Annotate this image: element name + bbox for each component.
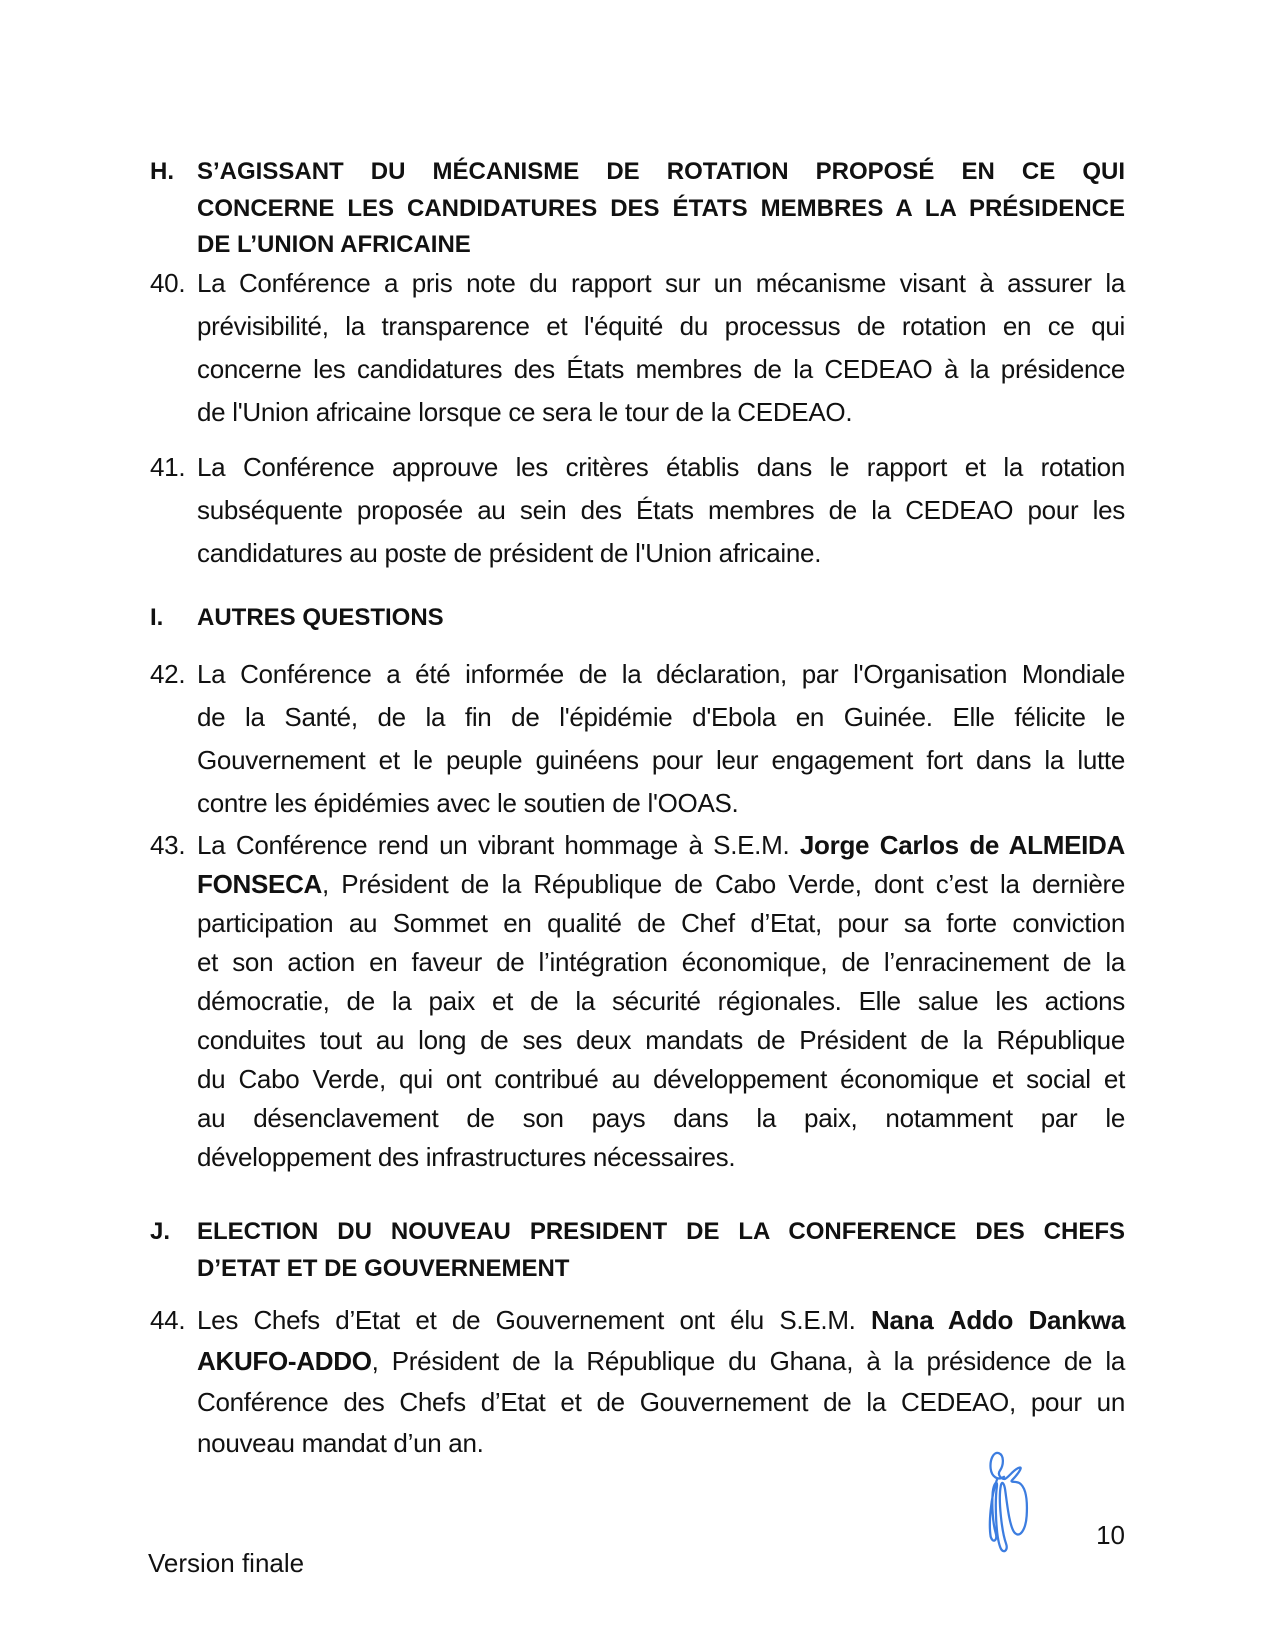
footer-version-label: Version finale <box>148 1548 305 1578</box>
para-42-line-1: La Conférence a été informée de la déclaration, par l'Organisation Mondiale <box>197 659 1125 689</box>
para-43-line-8: au désenclavement de son pays dans la paix, notamment par le <box>197 1103 1125 1133</box>
heading-h-line-3: DE L’UNION AFRICAINE <box>197 231 471 258</box>
heading-h <box>150 154 1125 264</box>
heading-h-line-2: CONCERNE LES CANDIDATURES DES ÉTATS MEMBRES A LA PRÉSIDENCE <box>197 194 1125 222</box>
para-43-line-6: conduites tout au long de ses deux mandats de Président de la République <box>197 1025 1125 1055</box>
para-44-marker: 44. <box>150 1305 186 1335</box>
para-42-line-2: de la Santé, de la fin de l'épidémie d'Ebola en Guinée. Elle félicite le <box>197 702 1125 732</box>
heading-i <box>150 600 1125 637</box>
signature-scribble <box>977 1446 1029 1554</box>
para-40-line-2: prévisibilité, la transparence et l'équité du processus de rotation en ce qui <box>197 311 1125 341</box>
para-43-line-5: démocratie, de la paix et de la sécurité régionales. Elle salue les actions <box>197 986 1125 1016</box>
para-42 <box>150 653 1125 825</box>
para-43 <box>150 826 1125 1177</box>
para-40-line-1: La Conférence a pris note du rapport sur un mécanisme visant à assurer la <box>197 268 1125 298</box>
heading-h-marker: H. <box>150 158 174 185</box>
para-41-line-1: La Conférence approuve les critères établis dans le rapport et la rotation <box>197 452 1125 482</box>
para-43-line-7: du Cabo Verde, qui ont contribué au développement économique et social et <box>197 1064 1125 1094</box>
heading-j <box>150 1214 1125 1287</box>
para-44-line-2: AKUFO-ADDO, Président de la République du Ghana, à la présidence de la <box>197 1346 1125 1376</box>
heading-j-line-2: D’ETAT ET DE GOUVERNEMENT <box>197 1254 570 1282</box>
para-43-marker: 43. <box>150 830 186 860</box>
para-44-line-3: Conférence des Chefs d’Etat et de Gouvernement de la CEDEAO, pour un <box>197 1387 1125 1417</box>
heading-i-line-1: AUTRES QUESTIONS <box>197 604 444 631</box>
para-41 <box>150 446 1125 575</box>
heading-j-marker: J. <box>150 1218 171 1245</box>
para-41-line-3: candidatures au poste de président de l'Union africaine. <box>197 538 822 568</box>
para-40-marker: 40. <box>150 268 186 298</box>
para-44-line-4: nouveau mandat d’un an. <box>197 1428 484 1458</box>
para-40-line-3: concerne les candidatures des États membres de la CEDEAO à la présidence <box>197 354 1125 384</box>
para-43-line-4: et son action en faveur de l’intégration économique, de l’enracinement de la <box>197 947 1125 977</box>
para-43-line-3: participation au Sommet en qualité de Chef d’Etat, pour sa forte conviction <box>197 908 1125 938</box>
page-number: 10 <box>1096 1520 1125 1550</box>
para-44 <box>150 1300 1125 1464</box>
para-42-line-3: Gouvernement et le peuple guinéens pour leur engagement fort dans la lutte <box>197 745 1125 775</box>
para-40 <box>150 262 1125 434</box>
para-43-line-9: développement des infrastructures nécessaires. <box>197 1142 736 1172</box>
para-42-line-4: contre les épidémies avec le soutien de l'OOAS. <box>197 788 739 818</box>
heading-h-line-1: S’AGISSANT DU MÉCANISME DE ROTATION PROPOSÉ EN CE QUI <box>197 158 1125 185</box>
para-43-line-2: FONSECA, Président de la République de Cabo Verde, dont c’est la dernière <box>197 869 1125 899</box>
para-40-line-4: de l'Union africaine lorsque ce sera le tour de la CEDEAO. <box>197 397 853 427</box>
heading-j-line-1: ELECTION DU NOUVEAU PRESIDENT DE LA CONFERENCE DES CHEFS <box>197 1218 1125 1245</box>
para-43-line-1: La Conférence rend un vibrant hommage à S.E.M. Jorge Carlos de ALMEIDA <box>197 830 1125 860</box>
para-44-line-1: Les Chefs d’Etat et de Gouvernement ont élu S.E.M. Nana Addo Dankwa <box>197 1305 1125 1335</box>
para-42-marker: 42. <box>150 659 186 689</box>
para-41-line-2: subséquente proposée au sein des États membres de la CEDEAO pour les <box>197 495 1125 525</box>
para-41-marker: 41. <box>150 452 186 482</box>
heading-i-marker: I. <box>150 604 164 631</box>
